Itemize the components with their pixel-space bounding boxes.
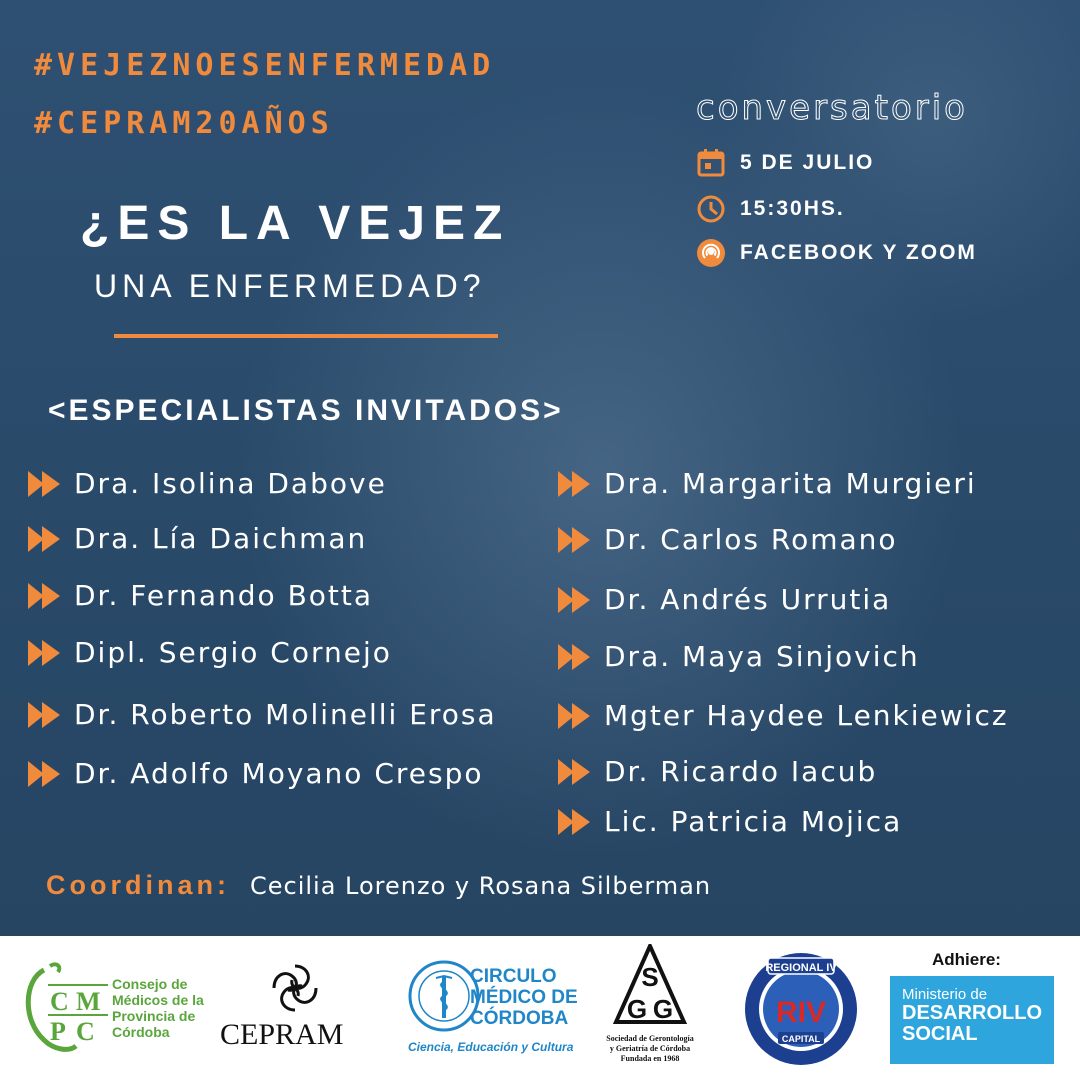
double-arrow-icon [556, 469, 592, 499]
double-arrow-icon [26, 638, 62, 668]
event-time-row [696, 194, 845, 224]
cmpc-letters-top: C [50, 987, 69, 1016]
event-platform-row [696, 238, 977, 268]
svg-text:P: P [50, 1017, 66, 1046]
specialist-item [556, 805, 902, 838]
svg-text:G: G [652, 994, 674, 1024]
event-date-row [696, 148, 874, 178]
cepram-name: CEPRAM [220, 1018, 344, 1051]
double-arrow-icon [26, 700, 62, 730]
specialist-name: Lic. Patricia Mojica [604, 805, 903, 838]
svg-text:S: S [641, 962, 659, 992]
cmpc-name: Consejo de Médicos de la Provincia de Córdoba [112, 976, 204, 1040]
adhiere-label: Adhiere: [932, 950, 1001, 969]
specialist-name: Dr. Carlos Romano [604, 523, 898, 556]
sgg-triangle-icon [610, 944, 690, 1026]
specialist-item [556, 523, 898, 556]
specialist-name: Dra. Lía Daichman [74, 522, 368, 555]
ministerio-logo [890, 976, 1054, 1064]
double-arrow-icon [556, 701, 592, 731]
coordinators-label: Coordinan: [46, 870, 230, 900]
svg-text:M: M [76, 987, 101, 1016]
specialist-name: Dra. Maya Sinjovich [604, 640, 920, 673]
specialist-name: Dr. Fernando Botta [74, 579, 374, 612]
ministerio-line-2: DESARROLLO [902, 1002, 1042, 1024]
sgg-emblem [610, 944, 690, 1030]
specialist-item [26, 698, 497, 731]
specialist-name: Dipl. Sergio Cornejo [74, 636, 392, 669]
specialist-name: Dr. Roberto Molinelli Erosa [74, 698, 497, 731]
specialist-item [26, 579, 373, 612]
sgg-name: Sociedad de Gerontología y Geriatría de Córdoba Fundada en 1968 [606, 1034, 694, 1063]
regional-top-label: REGIONAL IV [765, 962, 837, 974]
specialist-name: Dr. Adolfo Moyano Crespo [74, 757, 484, 790]
double-arrow-icon [26, 469, 62, 499]
title-divider [114, 334, 498, 338]
svg-text:G: G [626, 994, 648, 1024]
specialist-item [556, 583, 891, 616]
regional-iv-seal [742, 950, 860, 1072]
regional-bottom-label: CAPITAL [781, 1034, 821, 1044]
specialist-item [556, 755, 877, 788]
double-arrow-icon [556, 585, 592, 615]
clock-icon [696, 194, 726, 224]
double-arrow-icon [556, 642, 592, 672]
ministerio-line-3: SOCIAL [902, 1023, 978, 1045]
title-line-2: UNA ENFERMEDAD? [94, 268, 486, 304]
event-type: conversatorio [696, 88, 968, 128]
ministerio-line-1: Ministerio de [902, 986, 988, 1003]
coordinators [46, 870, 711, 901]
specialist-name: Dra. Margarita Murgieri [604, 467, 977, 500]
event-platform: FACEBOOK Y ZOOM [740, 241, 977, 264]
double-arrow-icon [556, 807, 592, 837]
cmc-slogan: Ciencia, Educación y Cultura [408, 1040, 574, 1054]
cepram-emblem [262, 958, 328, 1022]
double-arrow-icon [26, 581, 62, 611]
cmc-name: CIRCULO MÉDICO DE CÓRDOBA [470, 966, 578, 1029]
hashtag-cepram: #CEPRAM20AÑOS [34, 106, 334, 141]
double-arrow-icon [26, 524, 62, 554]
specialist-item [26, 522, 367, 555]
knot-icon [262, 958, 328, 1018]
specialist-name: Dr. Andrés Urrutia [604, 583, 892, 616]
specialist-item [556, 467, 977, 500]
event-date: 5 DE JULIO [740, 151, 875, 174]
specialist-name: Mgter Haydee Lenkiewicz [604, 699, 1009, 732]
specialist-item [26, 757, 484, 790]
svg-text:C: C [76, 1017, 95, 1046]
specialist-name: Dra. Isolina Dabove [74, 467, 387, 500]
regional-iv-badge-icon [742, 950, 860, 1068]
double-arrow-icon [556, 525, 592, 555]
hashtag-vejez: #VEJEZNOESENFERMEDAD [34, 48, 496, 83]
specialist-item [26, 467, 387, 500]
specialist-item [556, 699, 1009, 732]
coordinators-names: Cecilia Lorenzo y Rosana Silberman [249, 872, 712, 900]
broadcast-icon [696, 238, 726, 268]
specialists-heading: <ESPECIALISTAS INVITADOS> [48, 394, 564, 427]
cmpc-emblem-icon [14, 960, 114, 1058]
double-arrow-icon [26, 759, 62, 789]
title-line-1: ¿ES LA VEJEZ [80, 197, 511, 250]
double-arrow-icon [556, 757, 592, 787]
cmpc-logo [14, 960, 114, 1058]
specialist-item [556, 640, 920, 673]
regional-initials: RIV [775, 996, 827, 1029]
specialist-name: Dr. Ricardo Iacub [604, 755, 878, 788]
event-time: 15:30HS. [740, 197, 845, 220]
specialist-item [26, 636, 392, 669]
calendar-icon [696, 148, 726, 178]
